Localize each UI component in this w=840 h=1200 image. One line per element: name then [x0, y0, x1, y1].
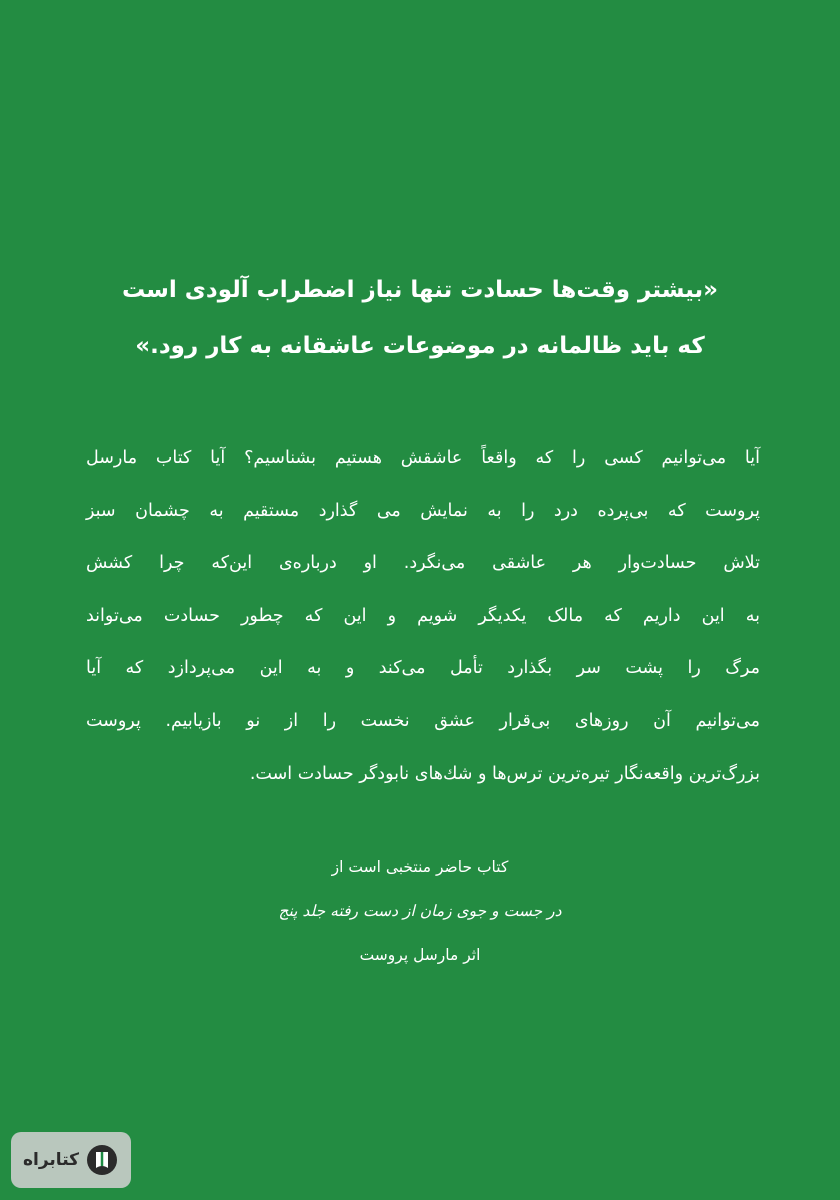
quote-line-2: که باید ظالمانه در موضوعات عاشقانه به کار رود.» — [135, 333, 705, 359]
source-credit — [120, 845, 720, 977]
credit-line-1: کتاب حاضر منتخبی است از — [331, 858, 509, 876]
pull-quote — [60, 262, 780, 374]
credit-book-title: در جست و جوی زمان از دست رفته جلد پنج — [278, 902, 562, 920]
blurb-line-4: به این داریم که مالک یکدیگر شویم و این که چطور حسادت می‌تواند — [86, 605, 760, 626]
credit-author: اثر مارسل پروست — [359, 946, 481, 964]
ketabrah-logo-icon — [85, 1143, 119, 1177]
blurb-line-5: مرگ را پشت سر بگذارد تأمل می‌کند و به این می‌پردازد که آیا — [86, 658, 760, 679]
blurb-paragraph — [86, 432, 760, 800]
quote-line-1: «بیشتر وقت‌ها حسادت تنها نیاز اضطراب آلودی است — [121, 277, 719, 303]
blurb-line-3: تلاش حسادت‌وار هر عاشقی می‌نگرد. او درباره‌ی این‌که چرا کشش — [86, 553, 760, 574]
blurb-line-7: بزرگ‌ترین واقعه‌نگار تیره‌ترین ترس‌ها و شك‌های نابودگر حسادت است. — [249, 763, 760, 784]
blurb-line-6: می‌توانیم آن روزهای بی‌قرار عشق نخست را از نو بازیابیم. پروست — [86, 710, 760, 731]
ketabrah-logo-text: کتابراه — [22, 1150, 80, 1170]
blurb-line-2: پروست که بی‌پرده درد را به نمایش می گذارد مستقیم به چشمان سبز — [86, 500, 760, 521]
blurb-line-1: آیا می‌توانیم کسی را که واقعاً عاشقش هستیم بشناسیم؟ آیا کتاب مارسل — [86, 448, 760, 468]
ketabrah-logo[interactable] — [11, 1132, 131, 1188]
